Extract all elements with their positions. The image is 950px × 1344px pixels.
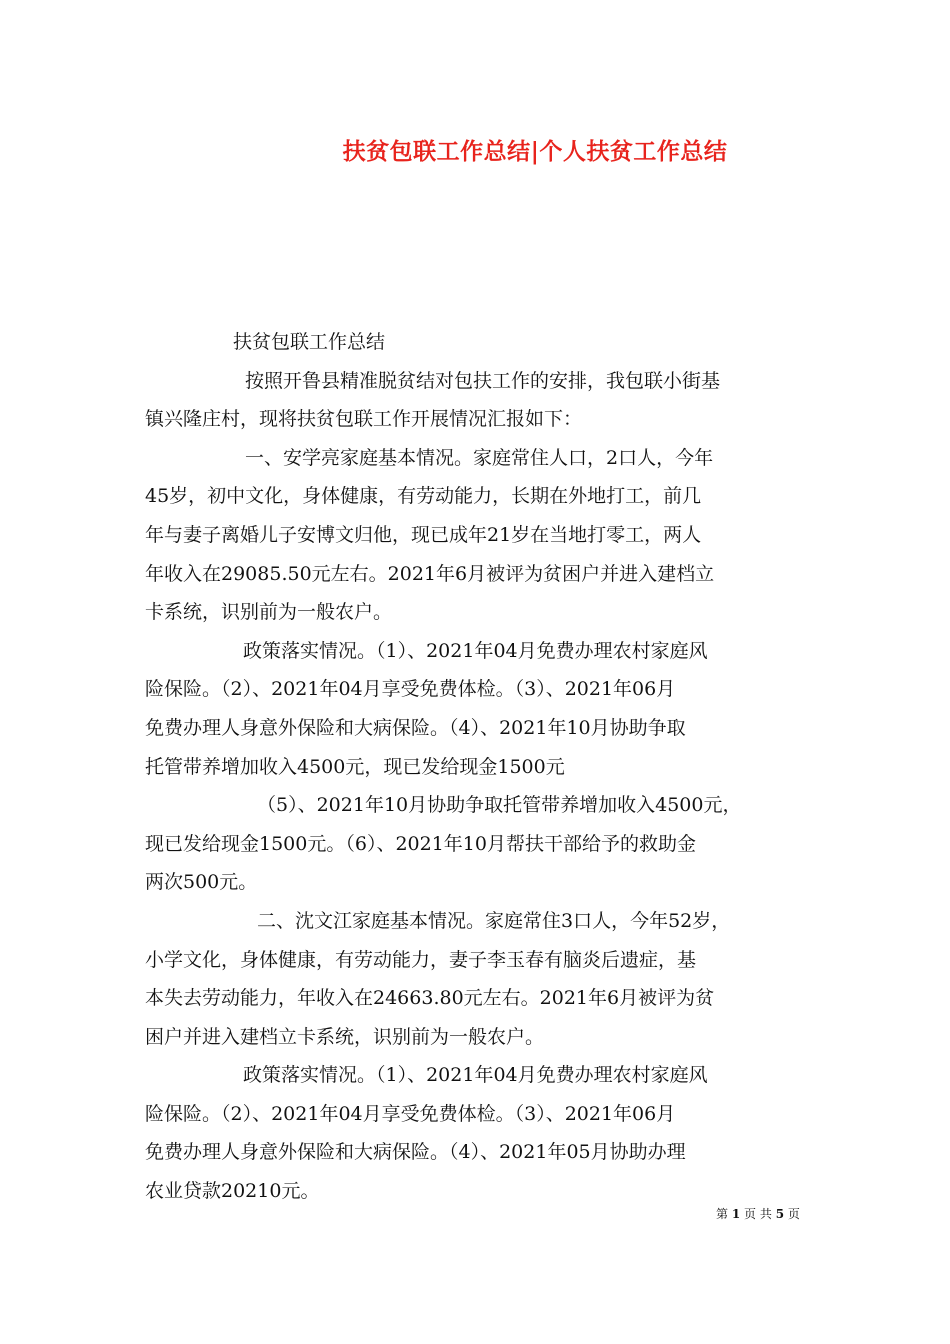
- paragraph-line: （5）、2021年10月协助争取托管带养增加收入4500元，: [257, 794, 742, 817]
- paragraph: [145, 632, 807, 786]
- paragraph: [145, 439, 807, 632]
- paragraph: [145, 362, 807, 439]
- paragraph: [145, 1056, 807, 1210]
- paragraph-line: 困户并进入建档立卡系统，识别前为一般农户。: [145, 1025, 545, 1048]
- paragraph-line: 卡系统，识别前为一般农户。: [145, 601, 393, 624]
- paragraph-line: 镇兴隆庄村，现将扶贫包联工作开展情况汇报如下：: [145, 408, 583, 431]
- paragraph-line: 托管带养增加收入4500元，现已发给现金1500元: [145, 755, 565, 778]
- document-body: [145, 323, 807, 1211]
- footer-suffix: 页: [787, 1207, 800, 1221]
- paragraph-line: 政策落实情况。（1）、2021年04月免费办理农村家庭风: [243, 639, 708, 662]
- paragraph-line: 免费办理人身意外保险和大病保险。（4）、2021年10月协助争取: [145, 716, 686, 739]
- footer-page-number: 1: [731, 1207, 741, 1221]
- paragraph: [145, 902, 807, 1056]
- paragraph-line: 两次500元。: [145, 871, 258, 894]
- footer-total-pages: 5: [775, 1207, 785, 1221]
- paragraph-line: 45岁，初中文化，身体健康，有劳动能力，长期在外地打工，前几: [145, 485, 702, 508]
- paragraph-line: 险保险。（2）、2021年04月享受免费体检。（3）、2021年06月: [145, 1102, 676, 1125]
- paragraph-line: 现已发给现金1500元。（6）、2021年10月帮扶干部给予的救助金: [145, 832, 696, 855]
- paragraph-line: 年与妻子离婚儿子安博文归他，现已成年21岁在当地打零工，两人: [145, 523, 702, 546]
- paragraph-line: 年收入在29085.50元左右。2021年6月被评为贫困户并进入建档立: [145, 562, 715, 585]
- paragraph: [145, 786, 807, 902]
- paragraph-line: 险保险。（2）、2021年04月享受免费体检。（3）、2021年06月: [145, 678, 676, 701]
- footer-prefix: 第: [716, 1207, 729, 1221]
- page-footer: [716, 1206, 800, 1222]
- paragraph-line: 按照开鲁县精准脱贫结对包扶工作的安排，我包联小街基: [245, 369, 721, 392]
- paragraph-line: 免费办理人身意外保险和大病保险。（4）、2021年05月协助办理: [145, 1141, 686, 1164]
- paragraph: [145, 323, 807, 362]
- paragraph-line: 一、安学亮家庭基本情况。家庭常住人口，2口人，今年: [245, 446, 714, 469]
- paragraph-line: 二、沈文江家庭基本情况。家庭常住3口人，今年52岁，: [257, 909, 731, 932]
- document-title: 扶贫包联工作总结|个人扶贫工作总结: [342, 138, 728, 165]
- paragraph-line: 农业贷款20210元。: [145, 1180, 320, 1203]
- paragraph-line: 本失去劳动能力，年收入在24663.80元左右。2021年6月被评为贫: [145, 987, 715, 1010]
- paragraph-line: 小学文化，身体健康，有劳动能力，妻子李玉春有脑炎后遗症，基: [145, 948, 697, 971]
- paragraph-line: 扶贫包联工作总结: [233, 331, 386, 353]
- paragraph-line: 政策落实情况。（1）、2021年04月免费办理农村家庭风: [243, 1064, 708, 1087]
- footer-middle: 页 共: [744, 1207, 772, 1221]
